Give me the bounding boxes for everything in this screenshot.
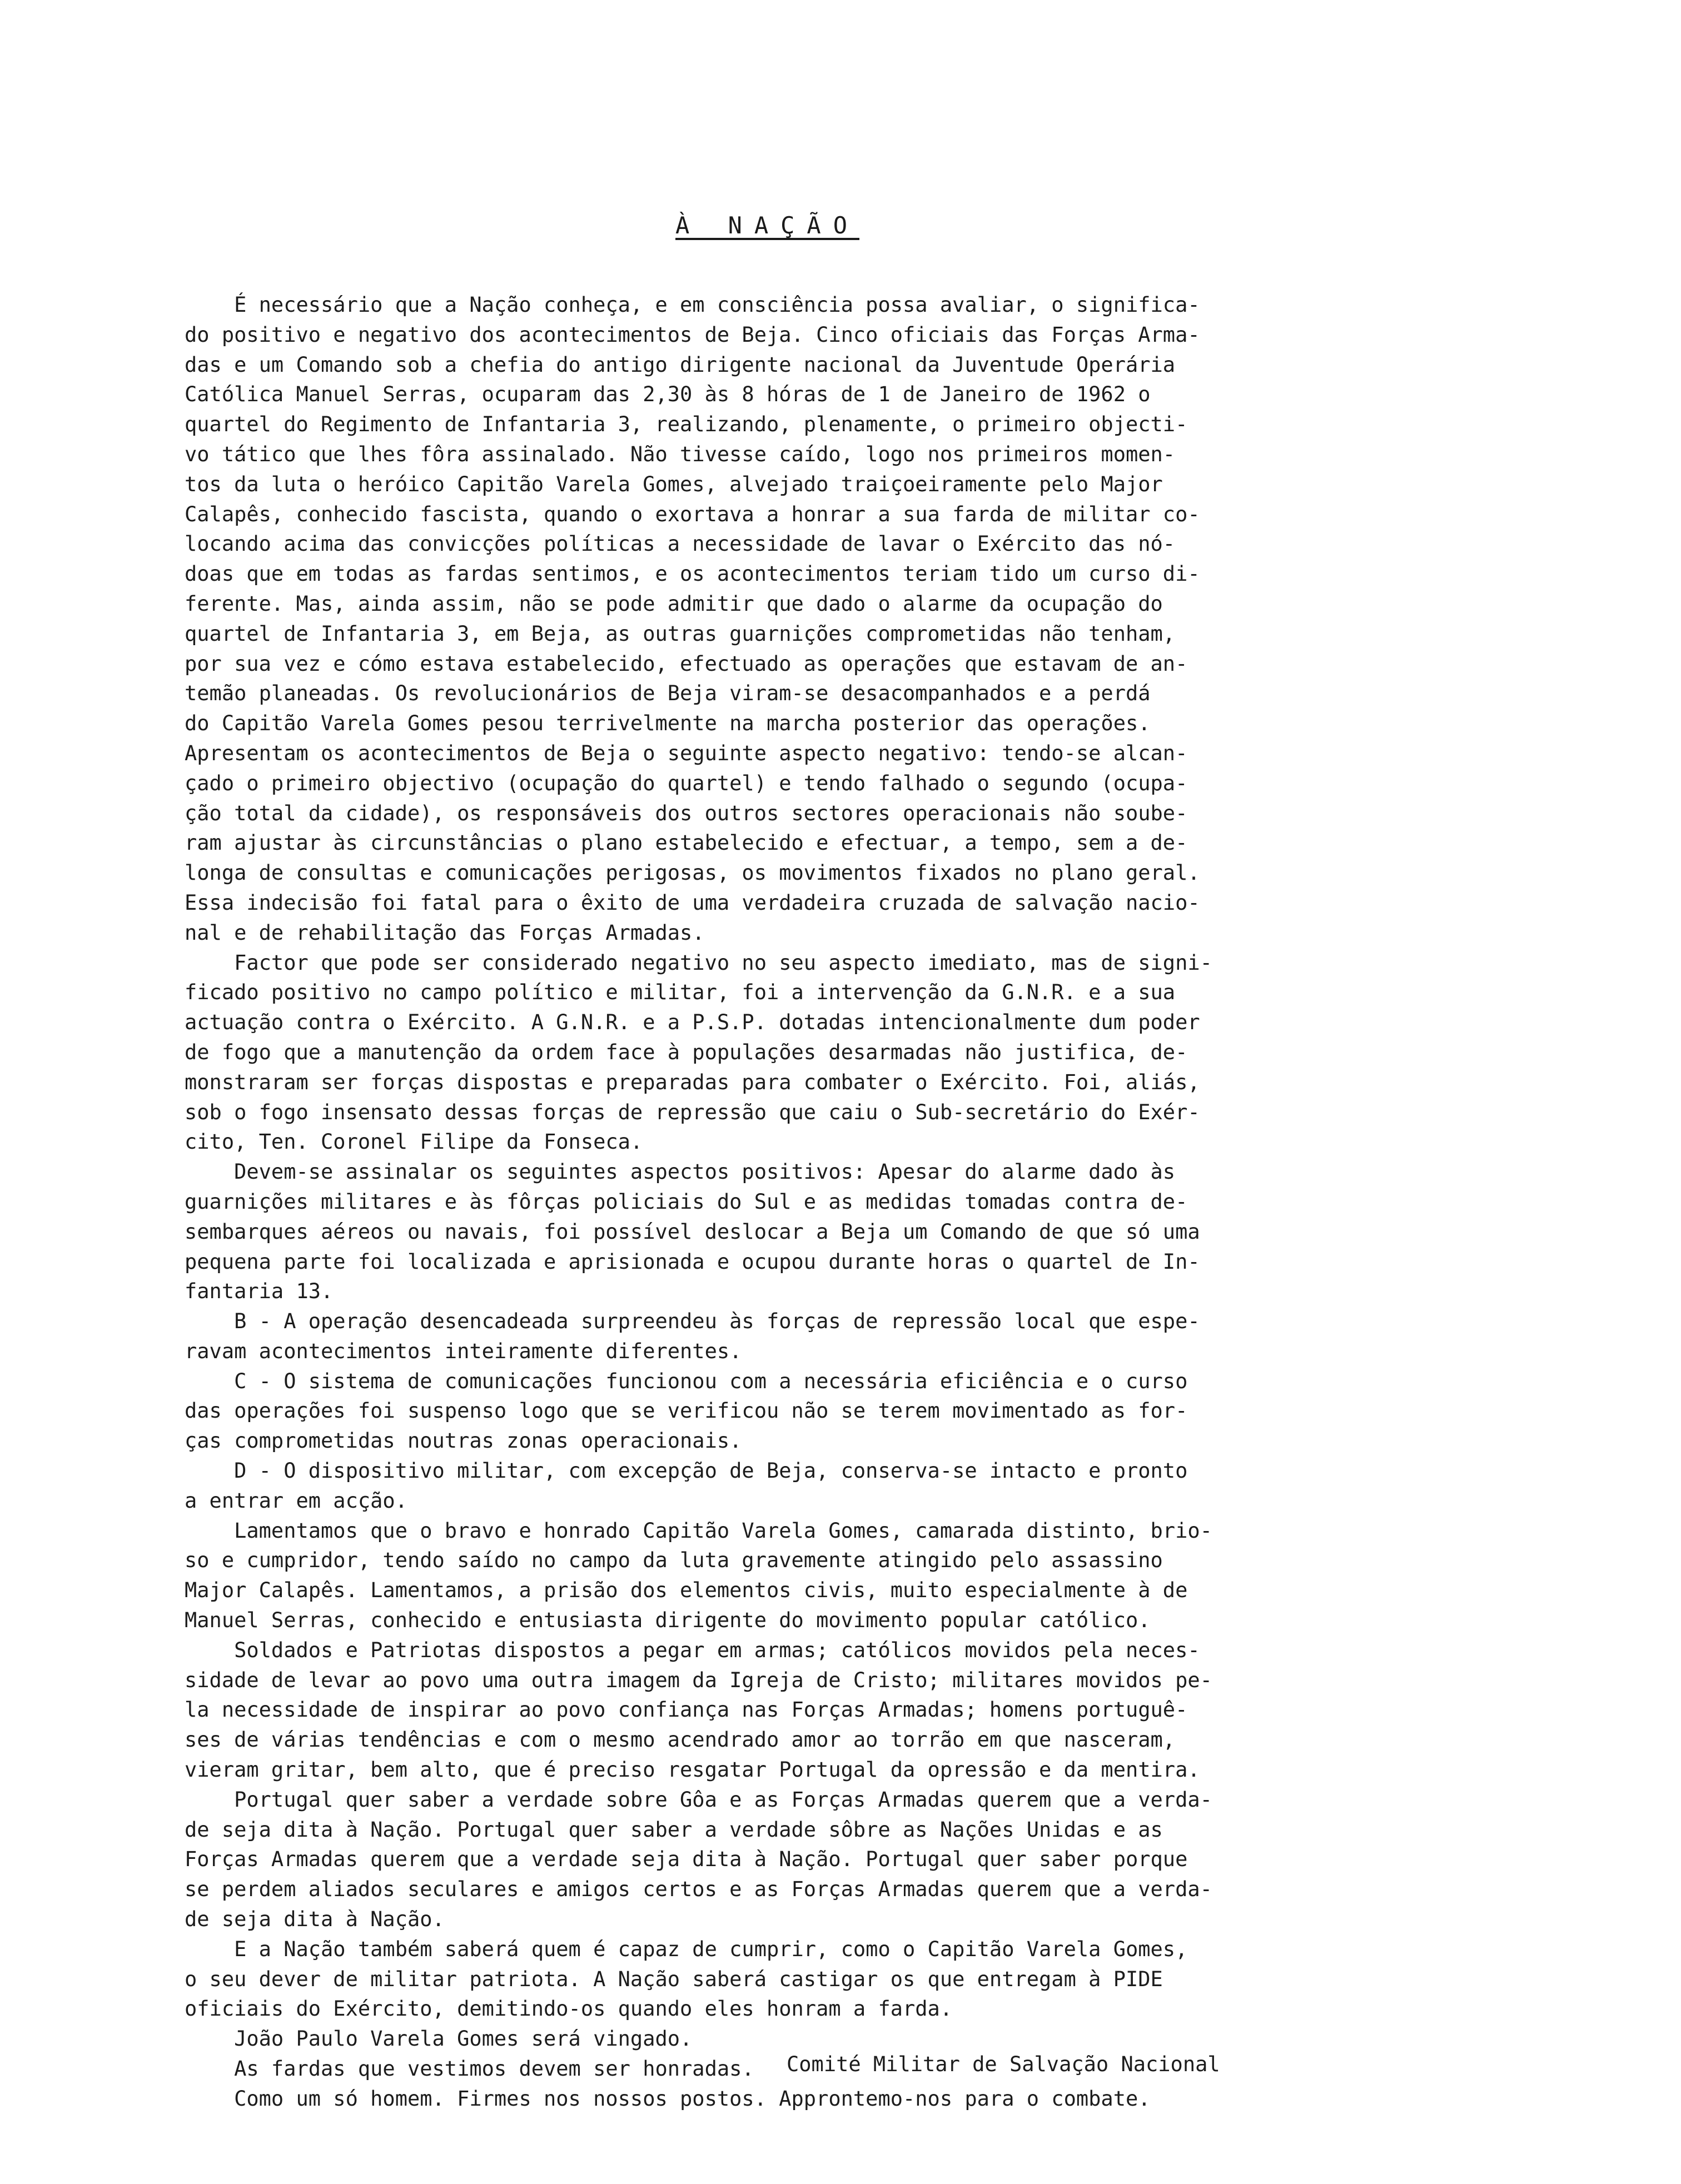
text-line: B - A operação desencadeada surpreendeu às forças de repressão local que espe- [185, 1309, 1200, 1334]
text-line: ferente. Mas, ainda assim, não se pode admitir que dado o alarme da ocupação do [185, 591, 1163, 616]
text-line: quartel de Infantaria 3, em Beja, as outras guarnições comprometidas não tenham, [185, 621, 1176, 646]
text-line: de seja dita à Nação. [185, 1907, 445, 1932]
text-line: das operações foi suspenso logo que se verificou não se terem movimentado as for- [185, 1399, 1188, 1423]
text-line: nal e de rehabilitação das Forças Armadas. [185, 920, 705, 945]
text-line: monstraram ser forças dispostas e preparadas para combater o Exército. Foi, aliás, [185, 1070, 1200, 1094]
text-line: sembarques aéreos ou navais, foi possível deslocar a Beja um Comando de que só uma [185, 1219, 1200, 1244]
text-line: doas que em todas as fardas sentimos, e os acontecimentos teriam tido um curso di- [185, 562, 1200, 586]
text-line: ravam acontecimentos inteiramente diferentes. [185, 1339, 742, 1363]
text-line: João Paulo Varela Gomes será vingado. [185, 2027, 693, 2051]
text-line: C - O sistema de comunicações funcionou com a necessária eficiência e o curso [185, 1369, 1188, 1393]
text-line: ram ajustar às circunstâncias o plano estabelecido e efectuar, a tempo, sem a de- [185, 831, 1188, 855]
text-line: do Capitão Varela Gomes pesou terrivelmente na marcha posterior das operações. [185, 711, 1151, 736]
text-line: temão planeadas. Os revolucionários de Beja viram-se desacompanhados e a perdá [185, 681, 1151, 706]
text-line: locando acima das convicções políticas a necessidade de lavar o Exército das nó- [185, 532, 1176, 556]
text-line: ses de várias tendências e com o mesmo acendrado amor ao torrão em que nasceram, [185, 1728, 1176, 1752]
text-line: sob o fogo insensato dessas forças de repressão que caiu o Sub-secretário do Exér- [185, 1100, 1200, 1124]
text-line: quartel do Regimento de Infantaria 3, realizando, plenamente, o primeiro objecti- [185, 412, 1188, 437]
signature: Comité Militar de Salvação Nacional [787, 2052, 1220, 2076]
text-line: pequena parte foi localizada e aprisionada e ocupou durante horas o quartel de In- [185, 1249, 1200, 1274]
text-line: Portugal quer saber a verdade sobre Gôa e as Forças Armadas querem que a verda- [185, 1787, 1212, 1812]
text-line: por sua vez e cómo estava estabelecido, efectuado as operações que estavam de an- [185, 651, 1188, 676]
text-line: É necessário que a Nação conheça, e em consciência possa avaliar, o significa- [185, 293, 1200, 317]
text-line: Soldados e Patriotas dispostos a pegar em armas; católicos movidos pela neces- [185, 1638, 1200, 1662]
text-line: do positivo e negativo dos acontecimentos de Beja. Cinco oficiais das Forças Arma- [185, 322, 1200, 347]
text-line: Calapês, conhecido fascista, quando o exortava a honrar a sua farda de militar co- [185, 502, 1200, 526]
text-line: Apresentam os acontecimentos de Beja o seguinte aspecto negativo: tendo-se alcan- [185, 741, 1188, 765]
text-line: vieram gritar, bem alto, que é preciso resgatar Portugal da opressão e da mentira. [185, 1758, 1200, 1782]
text-line: guarnições militares e às fôrças policiais do Sul e as medidas tomadas contra de- [185, 1189, 1188, 1214]
text-line: ção total da cidade), os responsáveis dos outros sectores operacionais não soube- [185, 801, 1188, 825]
text-line: ficado positivo no campo político e militar, foi a intervenção da G.N.R. e a sua [185, 980, 1176, 1005]
text-line: Manuel Serras, conhecido e entusiasta dirigente do movimento popular católico. [185, 1608, 1151, 1633]
text-line: oficiais do Exército, demitindo-os quando eles honram a farda. [185, 1997, 953, 2021]
text-line: çado o primeiro objectivo (ocupação do quartel) e tendo falhado o segundo (ocupa- [185, 771, 1188, 795]
text-line: vo tático que lhes fôra assinalado. Não tivesse caído, logo nos primeiros momen- [185, 442, 1176, 466]
text-line: la necessidade de inspirar ao povo confiança nas Forças Armadas; homens portuguê- [185, 1698, 1188, 1722]
text-line: Forças Armadas querem que a verdade seja dita à Nação. Portugal quer saber porque [185, 1847, 1188, 1872]
text-line: D - O dispositivo militar, com excepção de Beja, conserva-se intacto e pronto [185, 1459, 1188, 1483]
text-line: a entrar em acção. [185, 1488, 407, 1513]
document-body [185, 290, 1519, 2114]
text-line: ças comprometidas noutras zonas operacionais. [185, 1429, 742, 1453]
text-line: Essa indecisão foi fatal para o êxito de uma verdadeira cruzada de salvação nacio- [185, 890, 1200, 915]
text-line: fantaria 13. [185, 1279, 334, 1304]
text-line: Como um só homem. Firmes nos nossos postos. Approntemo-nos para o combate. [185, 2086, 1151, 2111]
text-line: actuação contra o Exército. A G.N.R. e a P.S.P. dotadas intencionalmente dum poder [185, 1010, 1200, 1035]
text-line: Factor que pode ser considerado negativo no seu aspecto imediato, mas de signi- [185, 950, 1212, 975]
text-line: das e um Comando sob a chefia do antigo dirigente nacional da Juventude Operária [185, 352, 1176, 377]
document-title: À NAÇÃO [675, 212, 860, 239]
text-line: tos da luta o heróico Capitão Varela Gomes, alvejado traiçoeiramente pelo Major [185, 472, 1163, 496]
text-line: Lamentamos que o bravo e honrado Capitão Varela Gomes, camarada distinto, brio- [185, 1518, 1212, 1543]
text-line: de seja dita à Nação. Portugal quer saber a verdade sôbre as Nações Unidas e as [185, 1817, 1163, 1842]
text-line: so e cumpridor, tendo saído no campo da luta gravemente atingido pelo assassino [185, 1548, 1163, 1573]
text-line: o seu dever de militar patriota. A Nação saberá castigar os que entregam à PIDE [185, 1967, 1163, 1991]
text-line: de fogo que a manutenção da ordem face à populações desarmadas não justifica, de- [185, 1040, 1188, 1064]
text-line: se perdem aliados seculares e amigos certos e as Forças Armadas querem que a verda- [185, 1877, 1212, 1902]
text-line: longa de consultas e comunicações perigosas, os movimentos fixados no plano geral. [185, 861, 1200, 885]
text-line: E a Nação também saberá quem é capaz de cumprir, como o Capitão Varela Gomes, [185, 1937, 1188, 1961]
text-line: Devem-se assinalar os seguintes aspectos positivos: Apesar do alarme dado às [185, 1160, 1176, 1184]
text-line: Católica Manuel Serras, ocuparam das 2,30 às 8 hóras de 1 de Janeiro de 1962 o [185, 382, 1151, 407]
text-line: cito, Ten. Coronel Filipe da Fonseca. [185, 1130, 643, 1154]
text-line: sidade de levar ao povo uma outra imagem da Igreja de Cristo; militares movidos pe- [185, 1668, 1212, 1692]
text-line: Major Calapês. Lamentamos, a prisão dos elementos civis, muito especialmente à de [185, 1578, 1188, 1603]
text-line: As fardas que vestimos devem ser honradas. [185, 2057, 754, 2081]
